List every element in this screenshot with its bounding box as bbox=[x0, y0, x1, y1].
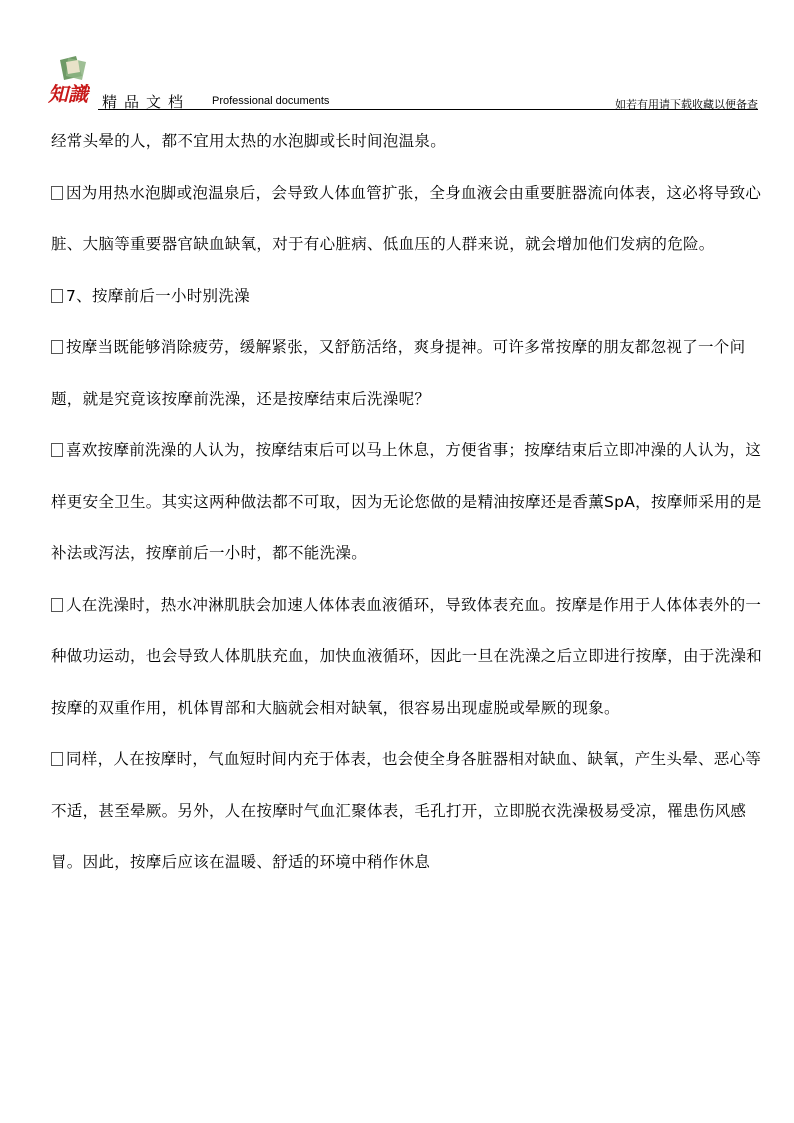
paragraph-text: 人在洗澡时，热水冲淋肌肤会加速人体体表血液循环，导致体表充血。按摩是作用于人体体表外的一种做功运动，也会导致人体肌肤充血，加快血液循环，因此一旦在洗澡之后立即进行按摩，由于洗澡和按摩的双重作用，机体胃部和大脑就会相对缺氧，很容易出现虚脱或晕厥的现象。 bbox=[51, 595, 763, 717]
checkbox-glyph-icon bbox=[51, 598, 63, 612]
paragraph-text: 按摩当既能够消除疲劳，缓解紧张，又舒筋活络，爽身提神。可许多常按摩的朋友都忽视了一个问题，就是究竟该按摩前洗澡，还是按摩结束后洗澡呢？ bbox=[51, 338, 746, 408]
heading-text: 7、按摩前后一小时别洗澡 bbox=[66, 286, 250, 305]
paragraph bbox=[51, 734, 771, 889]
paragraph bbox=[51, 168, 771, 271]
logo bbox=[46, 54, 102, 106]
checkbox-glyph-icon bbox=[51, 289, 63, 303]
paragraph bbox=[51, 580, 771, 735]
paragraph-text: 因为用热水泡脚或泡温泉后，会导致人体血管扩张，全身血液会由重要脏器流向体表，这必将导致心脏、大脑等重要器官缺血缺氧，对于有心脏病、低血压的人群来说，就会增加他们发病的危险。 bbox=[51, 183, 762, 253]
brand-subtitle: Professional documents bbox=[212, 95, 330, 107]
header-divider bbox=[98, 109, 758, 110]
header-note: 如若有用请下载收藏以便备查 bbox=[615, 98, 758, 111]
checkbox-glyph-icon bbox=[51, 752, 63, 766]
paragraph-text: 经常头晕的人，都不宜用太热的水泡脚或长时间泡温泉。 bbox=[51, 132, 447, 150]
page-header bbox=[46, 54, 758, 110]
checkbox-glyph-icon bbox=[51, 340, 63, 354]
document-body bbox=[51, 116, 771, 889]
brand-title: 精品文档 bbox=[102, 93, 191, 111]
section-heading bbox=[51, 271, 771, 323]
checkbox-glyph-icon bbox=[51, 186, 63, 200]
paragraph bbox=[51, 425, 771, 580]
logo-text: 知識 bbox=[48, 82, 88, 106]
paragraph-text: 同样，人在按摩时，气血短时间内充于体表，也会使全身各脏器相对缺血、缺氧，产生头晕、恶心等不适，甚至晕厥。另外，人在按摩时气血汇聚体表，毛孔打开，立即脱衣洗澡极易受凉，罹患伤风感冒。因此，按摩后应该在温暖、舒适的环境中稍作休息 bbox=[51, 750, 762, 871]
paragraph bbox=[51, 116, 771, 168]
checkbox-glyph-icon bbox=[51, 443, 63, 457]
paragraph-text: 喜欢按摩前洗澡的人认为，按摩结束后可以马上休息，方便省事；按摩结束后立即冲澡的人认为，这样更安全卫生。其实这两种做法都不可取，因为无论您做的是精油按摩还是香薰SpA，按摩师采用的是补法或泻法，按摩前后一小时，都不能洗澡。 bbox=[51, 441, 762, 562]
paragraph bbox=[51, 322, 771, 425]
